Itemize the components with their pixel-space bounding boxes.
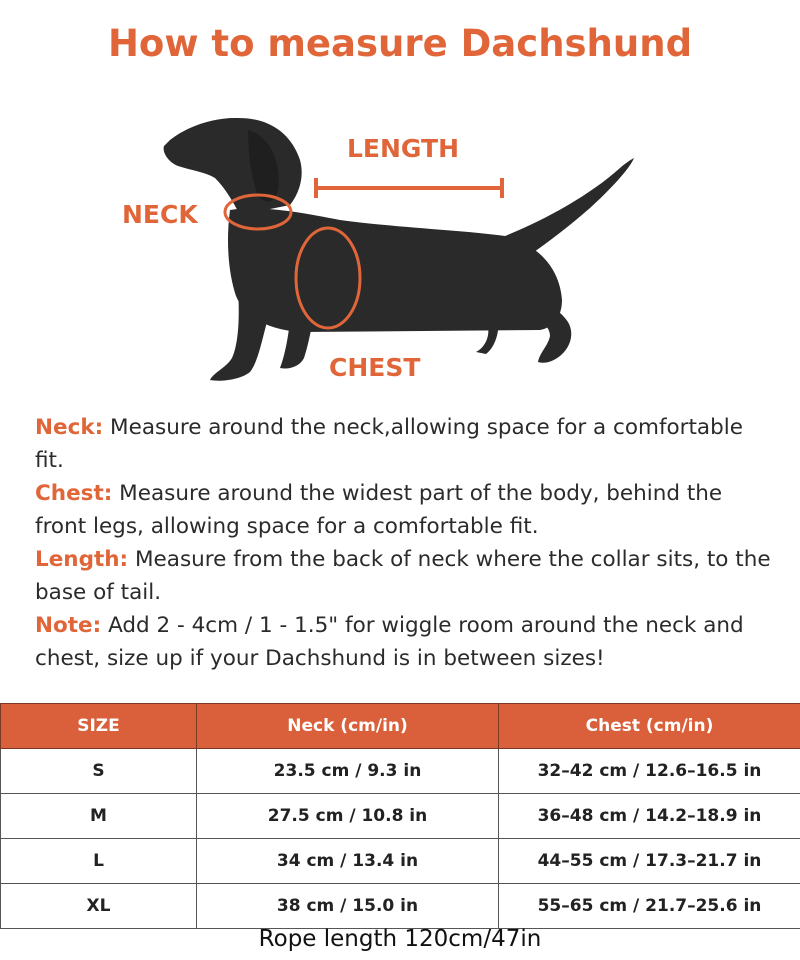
size-cell: S [1,749,197,794]
header-size: SIZE [1,704,197,749]
dachshund-silhouette-illustration [0,90,800,400]
chest-cell: 55–65 cm / 21.7–25.6 in [499,884,800,929]
neck-cell: 27.5 cm / 10.8 in [197,794,499,839]
size-cell: M [1,794,197,839]
size-cell: L [1,839,197,884]
length-label: LENGTH [347,134,459,163]
table-header-row [1,704,800,749]
neck-cell: 38 cm / 15.0 in [197,884,499,929]
instruction-length: Length: Measure from the back of neck where the collar sits, to the base of tail. [35,547,771,605]
rope-length-note: Rope length 120cm/47in [258,926,542,952]
measurement-instructions [35,411,775,675]
chest-cell: 32–42 cm / 12.6–16.5 in [499,749,800,794]
chest-cell: 44–55 cm / 17.3–21.7 in [499,839,800,884]
size-cell: XL [1,884,197,929]
neck-cell: 34 cm / 13.4 in [197,839,499,884]
table-row [1,749,800,794]
page-title: How to measure Dachshund [107,22,693,65]
dachshund-diagram [0,90,800,400]
table-row [1,794,800,839]
length-measurement-marker [316,178,502,198]
instruction-note: Note: Add 2 - 4cm / 1 - 1.5" for wiggle room around the neck and chest, size up if your Dachshund is in between sizes! [35,613,744,671]
instruction-chest: Chest: Measure around the widest part of the body, behind the front legs, allowing space for a comfortable fit. [35,481,723,539]
header-chest: Chest (cm/in) [499,704,800,749]
header-neck: Neck (cm/in) [197,704,499,749]
neck-label: NECK [122,200,198,229]
table-row [1,884,800,929]
size-chart-table [0,703,800,929]
table-row [1,839,800,884]
chest-label: CHEST [329,353,421,382]
chest-cell: 36–48 cm / 14.2–18.9 in [499,794,800,839]
neck-cell: 23.5 cm / 9.3 in [197,749,499,794]
instruction-neck: Neck: Measure around the neck,allowing space for a comfortable fit. [35,415,743,473]
